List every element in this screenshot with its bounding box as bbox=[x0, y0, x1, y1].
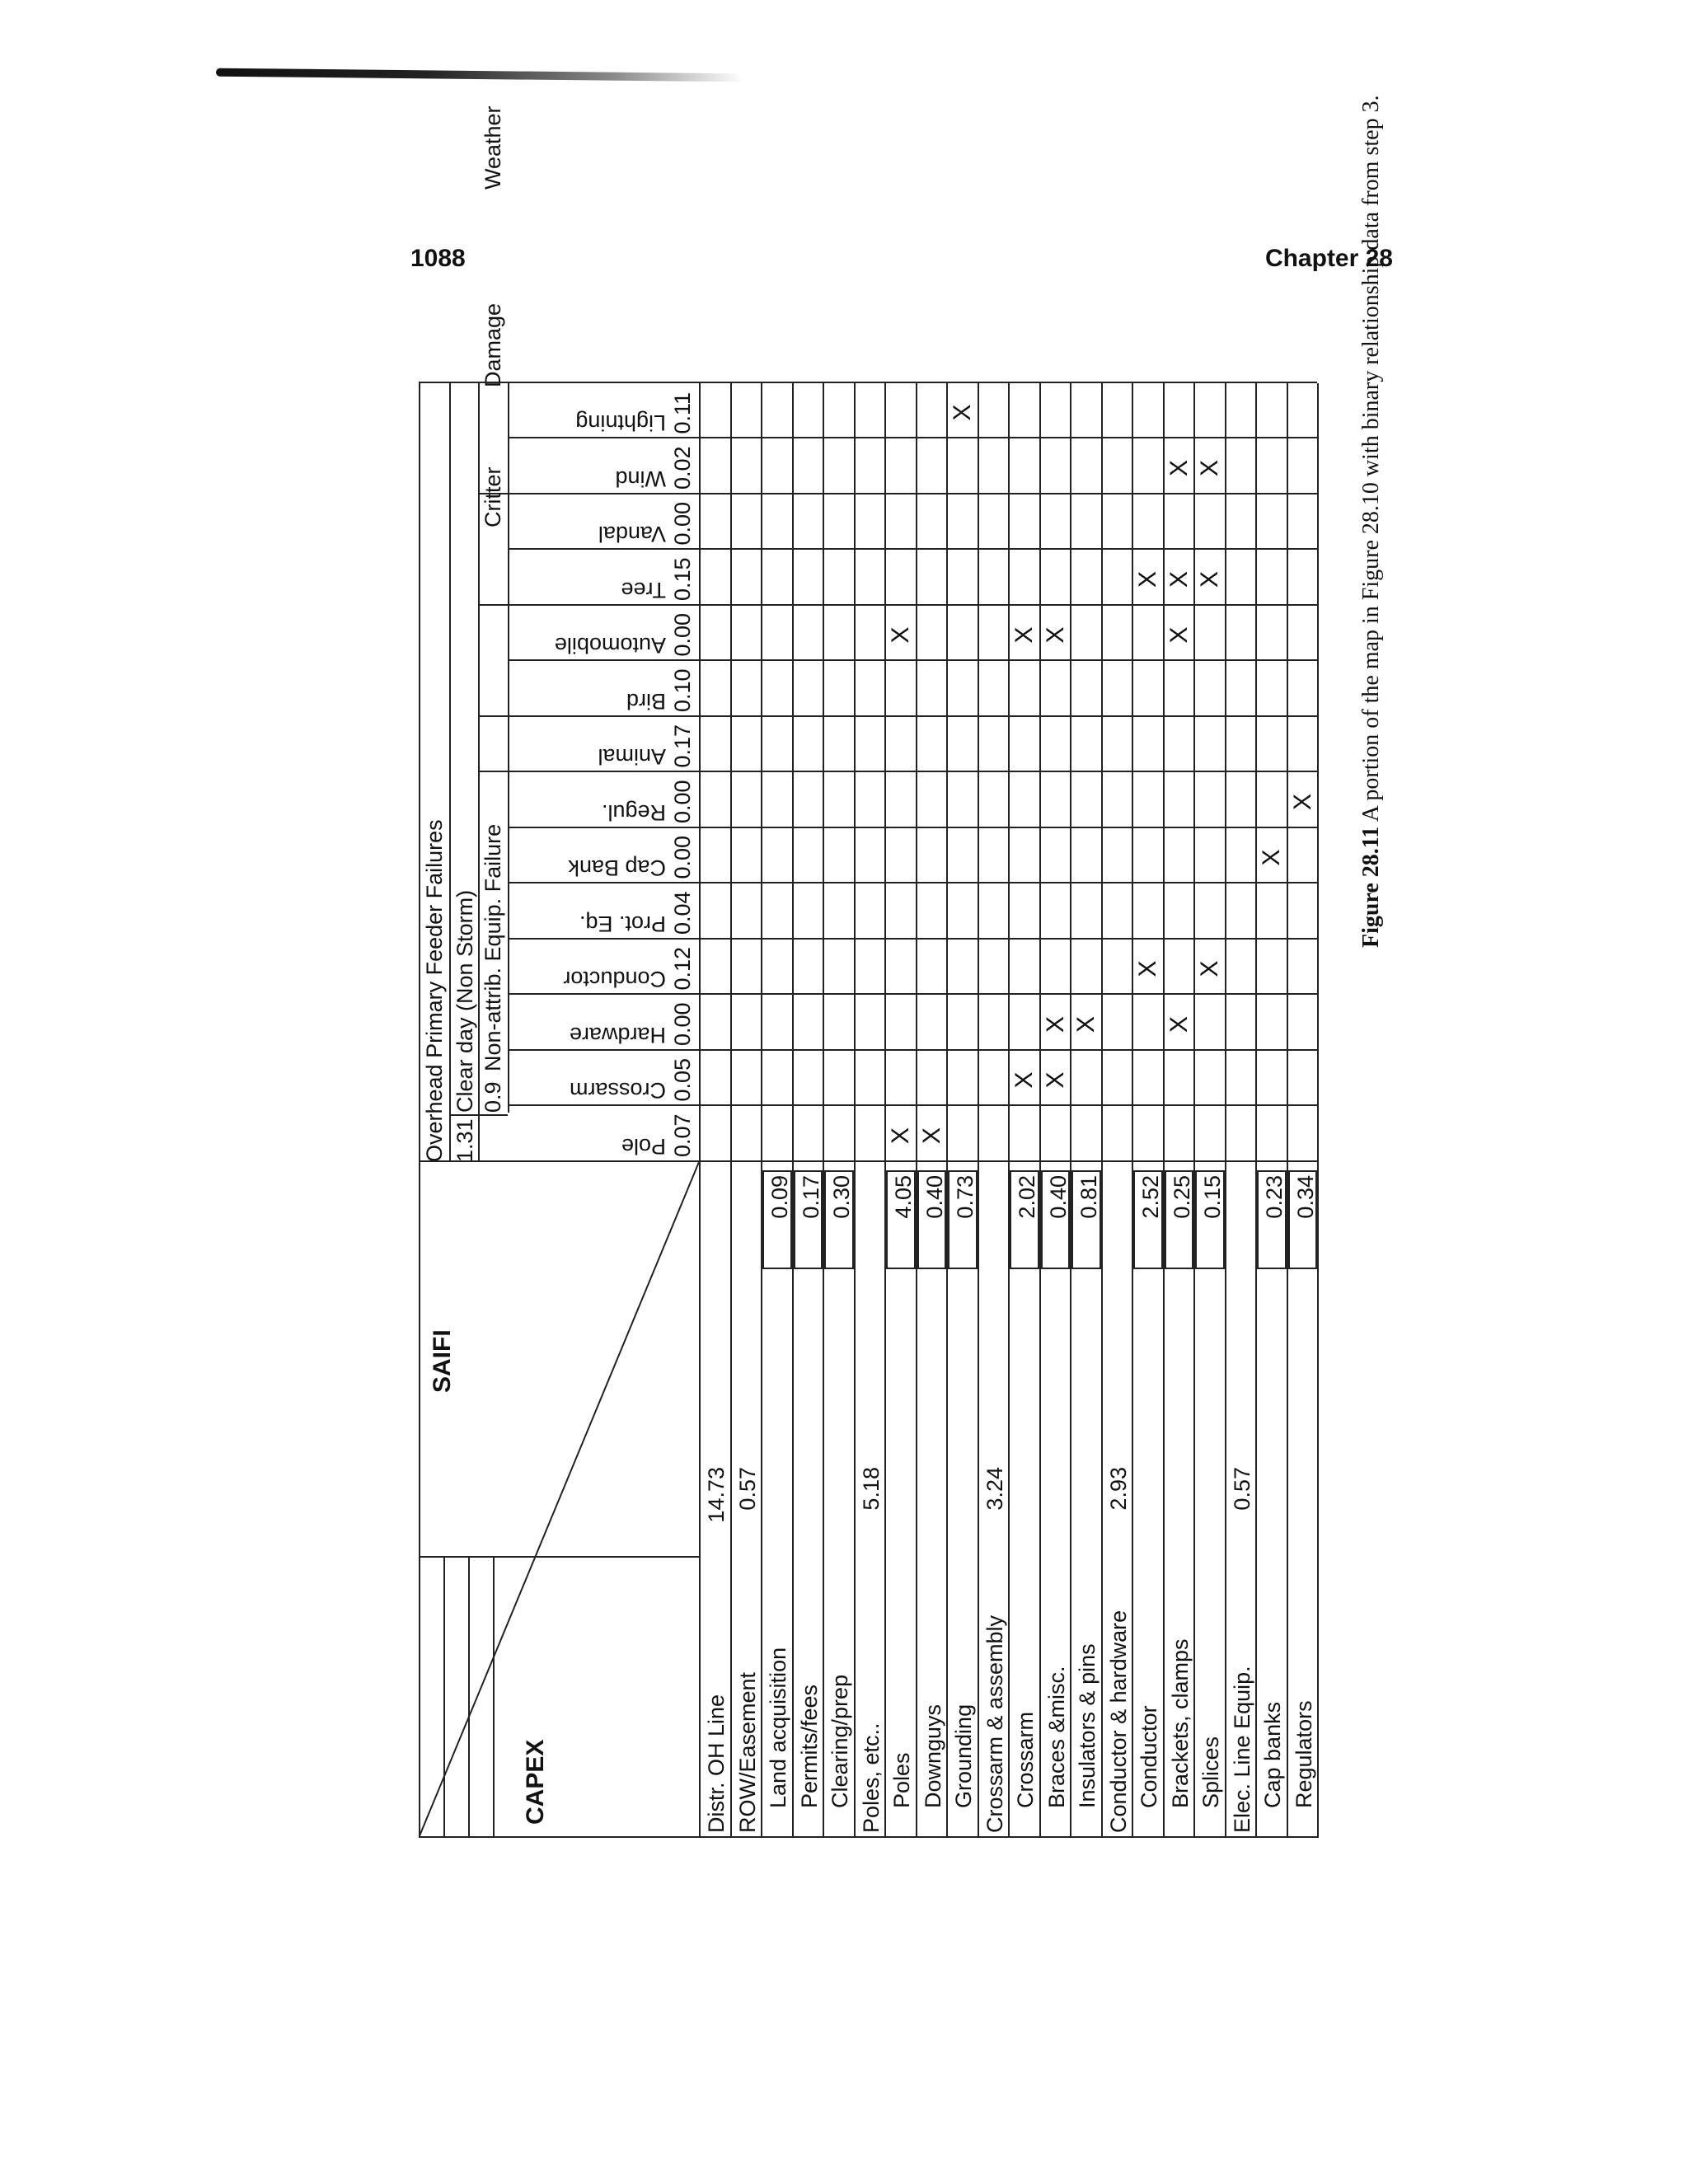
row-label-15: Brackets, clamps bbox=[1167, 1638, 1193, 1808]
relationship-mark: X bbox=[1196, 570, 1223, 588]
row-saifi-3: 0.17 bbox=[794, 1170, 823, 1269]
row-label-12: Insulators & pins bbox=[1075, 1643, 1100, 1808]
corner-diagonal-line bbox=[419, 1162, 699, 1838]
row-label-3: Permits/fees bbox=[796, 1684, 822, 1808]
header-rule bbox=[449, 1114, 508, 1116]
page-number: 1088 bbox=[410, 245, 466, 272]
row-label-5: Poles, etc.. bbox=[858, 1722, 884, 1833]
figure-caption-text: A portion of the map in Figure 28.10 with binary relationship data from step 3. bbox=[1358, 95, 1384, 823]
corner-diagonal bbox=[419, 1162, 699, 1838]
row-saifi-15: 0.25 bbox=[1165, 1170, 1194, 1269]
column-label-4: Prot. Eq. bbox=[579, 912, 666, 936]
relationship-mark: X bbox=[887, 1127, 914, 1144]
row-rule bbox=[1225, 383, 1226, 1838]
column-label-6: Regul. bbox=[601, 800, 666, 825]
column-weight-7: 0.17 bbox=[670, 724, 695, 768]
column-rule bbox=[508, 771, 1317, 773]
row-saifi-4: 0.30 bbox=[824, 1170, 854, 1269]
row-rule bbox=[916, 383, 917, 1838]
row-rule bbox=[1163, 383, 1165, 1838]
chapter-label: Chapter 28 bbox=[1264, 245, 1393, 272]
column-label-9: Automobile bbox=[554, 633, 666, 658]
column-rule bbox=[508, 438, 1317, 439]
row-value-13: 2.93 bbox=[1105, 1467, 1131, 1511]
column-rule bbox=[508, 549, 1317, 551]
column-weight-0: 0.07 bbox=[670, 1113, 695, 1157]
row-saifi-16: 0.15 bbox=[1195, 1170, 1225, 1269]
row-saifi-6: 4.05 bbox=[886, 1170, 916, 1269]
damage-label: Damage bbox=[481, 302, 505, 387]
row-label-0: Distr. OH Line bbox=[704, 1694, 729, 1833]
column-label-13: Lightning bbox=[575, 410, 666, 436]
column-weight-10: 0.15 bbox=[670, 557, 695, 601]
row-rule bbox=[730, 383, 732, 1838]
group-rule bbox=[478, 771, 508, 773]
row-saifi-11: 0.40 bbox=[1041, 1170, 1071, 1269]
row-rule bbox=[792, 383, 794, 1838]
column-weight-8: 0.10 bbox=[670, 668, 695, 712]
table-border bbox=[419, 382, 1317, 383]
column-rule bbox=[508, 604, 1317, 606]
figure-number: Figure 28.11 bbox=[1358, 826, 1384, 948]
row-rule bbox=[884, 383, 886, 1838]
row-rule bbox=[1101, 383, 1103, 1838]
table-border bbox=[1317, 383, 1319, 1838]
column-weight-13: 0.11 bbox=[670, 391, 695, 434]
weather-label: Weather bbox=[481, 105, 505, 190]
row-saifi-8: 0.73 bbox=[948, 1170, 978, 1269]
column-label-1: Crossarm bbox=[569, 1078, 666, 1104]
relationship-mark: X bbox=[1165, 570, 1193, 588]
row-label-11: Braces &misc. bbox=[1043, 1666, 1069, 1808]
column-weight-2: 0.00 bbox=[670, 1002, 695, 1046]
corner-rule bbox=[493, 1558, 495, 1838]
column-label-0: Pole bbox=[621, 1134, 666, 1159]
relationship-mark: X bbox=[1165, 1015, 1193, 1033]
row-rule bbox=[1132, 383, 1133, 1838]
column-rule bbox=[508, 994, 1317, 996]
row-label-7: Downguys bbox=[920, 1704, 945, 1808]
row-label-19: Regulators bbox=[1291, 1700, 1316, 1808]
group-rule bbox=[478, 604, 508, 606]
relationship-mark: X bbox=[917, 1127, 945, 1144]
row-saifi-10: 2.02 bbox=[1010, 1170, 1039, 1269]
row-rule bbox=[854, 383, 856, 1838]
header-rule bbox=[449, 383, 451, 1162]
column-rule bbox=[508, 493, 1317, 494]
group-rule bbox=[478, 493, 508, 494]
corner-rule bbox=[468, 1558, 470, 1838]
table-border bbox=[419, 1836, 1317, 1838]
column-weight-12: 0.02 bbox=[670, 446, 695, 490]
relationship-mark: X bbox=[1041, 1015, 1069, 1033]
row-label-6: Poles bbox=[889, 1752, 914, 1808]
column-label-11: Vandal bbox=[598, 522, 666, 547]
column-weight-9: 0.00 bbox=[670, 612, 695, 657]
column-rule bbox=[508, 660, 1317, 662]
column-label-7: Animal bbox=[598, 744, 666, 770]
figure-caption bbox=[1358, 82, 1385, 948]
column-rule bbox=[508, 938, 1317, 940]
relationship-mark: X bbox=[1134, 570, 1161, 588]
row-rule bbox=[1070, 383, 1071, 1838]
relationship-mark: X bbox=[1134, 960, 1161, 977]
clear-day-label: Clear day (Non Storm) bbox=[452, 889, 477, 1113]
table-border bbox=[699, 383, 701, 1838]
column-label-5: Cap Bank bbox=[568, 855, 666, 881]
relationship-mark: X bbox=[1288, 793, 1316, 810]
row-label-18: Cap banks bbox=[1260, 1701, 1285, 1808]
feeder-failures-title: Overhead Primary Feeder Failures bbox=[422, 819, 447, 1162]
relationship-mark: X bbox=[1072, 1015, 1100, 1033]
column-weight-5: 0.00 bbox=[670, 835, 695, 879]
column-rule bbox=[508, 883, 1317, 884]
row-saifi-19: 0.34 bbox=[1288, 1170, 1318, 1269]
column-label-3: Conductor bbox=[563, 967, 666, 992]
relationship-mark: X bbox=[1258, 849, 1285, 866]
relationship-mark: X bbox=[1041, 626, 1069, 644]
relationship-mark: X bbox=[1165, 459, 1193, 476]
relationship-mark: X bbox=[1196, 459, 1223, 476]
header-rule bbox=[478, 383, 480, 1162]
row-value-9: 3.24 bbox=[982, 1467, 1007, 1511]
column-label-12: Wind bbox=[615, 466, 666, 491]
row-value-1: 0.57 bbox=[734, 1467, 760, 1511]
row-label-8: Grounding bbox=[951, 1704, 976, 1808]
group-rule bbox=[478, 715, 508, 717]
column-weight-11: 0.00 bbox=[670, 501, 695, 546]
column-label-10: Tree bbox=[621, 578, 666, 602]
row-label-17: Elec. Line Equip. bbox=[1229, 1666, 1254, 1833]
relationship-mark: X bbox=[887, 626, 914, 644]
non-attrib-label: Non-attrib. Equip. Failure bbox=[481, 823, 505, 1071]
row-value-0: 14.73 bbox=[704, 1467, 729, 1523]
column-rule bbox=[508, 1105, 1317, 1107]
row-rule bbox=[1193, 383, 1195, 1838]
table-border bbox=[419, 1556, 699, 1558]
row-saifi-2: 0.09 bbox=[762, 1170, 792, 1269]
row-rule bbox=[1255, 383, 1257, 1838]
column-rule bbox=[508, 1049, 1317, 1051]
relationship-mark: X bbox=[1010, 626, 1038, 644]
row-label-16: Splices bbox=[1198, 1736, 1223, 1808]
row-rule bbox=[761, 383, 762, 1838]
table-border bbox=[419, 383, 420, 1838]
row-label-4: Clearing/prep bbox=[828, 1674, 852, 1808]
column-label-2: Hardware bbox=[569, 1023, 666, 1047]
column-weight-1: 0.05 bbox=[670, 1057, 695, 1102]
relationship-mark: X bbox=[1010, 1071, 1038, 1089]
relationship-table bbox=[419, 66, 1350, 1838]
row-saifi-18: 0.23 bbox=[1257, 1170, 1287, 1269]
row-label-1: ROW/Easement bbox=[734, 1671, 760, 1833]
row-rule bbox=[978, 383, 979, 1838]
relationship-mark: X bbox=[1041, 1071, 1069, 1089]
saifi-label: SAIFI bbox=[429, 1329, 456, 1393]
row-saifi-7: 0.40 bbox=[917, 1170, 947, 1269]
row-rule bbox=[1039, 383, 1041, 1838]
row-rule bbox=[946, 383, 948, 1838]
relationship-mark: X bbox=[1196, 960, 1223, 977]
clear-day-value: 1.31 bbox=[452, 1118, 477, 1162]
column-weight-3: 0.12 bbox=[670, 946, 695, 991]
critter-label: Critter bbox=[481, 466, 505, 527]
column-label-8: Bird bbox=[626, 689, 666, 714]
row-label-10: Crossarm bbox=[1013, 1711, 1038, 1808]
row-label-2: Land acquisition bbox=[766, 1647, 790, 1808]
non-attrib-value: 0.9 bbox=[481, 1081, 505, 1113]
relationship-mark: X bbox=[949, 404, 976, 421]
row-label-9: Crossarm & assembly bbox=[982, 1615, 1007, 1833]
row-value-5: 5.18 bbox=[858, 1467, 884, 1511]
row-rule bbox=[1008, 383, 1010, 1838]
column-rule bbox=[508, 827, 1317, 828]
column-weight-4: 0.04 bbox=[670, 891, 695, 935]
relationship-mark: X bbox=[1165, 626, 1193, 644]
column-weight-6: 0.00 bbox=[670, 780, 695, 823]
row-label-13: Conductor & hardware bbox=[1105, 1610, 1131, 1833]
row-saifi-14: 2.52 bbox=[1133, 1170, 1163, 1269]
column-rule bbox=[508, 715, 1317, 717]
row-value-17: 0.57 bbox=[1229, 1467, 1254, 1511]
row-rule bbox=[823, 383, 824, 1838]
table-border bbox=[419, 1160, 1317, 1162]
row-saifi-12: 0.81 bbox=[1071, 1170, 1101, 1269]
row-label-14: Conductor bbox=[1137, 1705, 1161, 1808]
corner-rule bbox=[443, 1558, 445, 1838]
capex-label: CAPEX bbox=[522, 1739, 549, 1825]
row-rule bbox=[1287, 383, 1288, 1838]
